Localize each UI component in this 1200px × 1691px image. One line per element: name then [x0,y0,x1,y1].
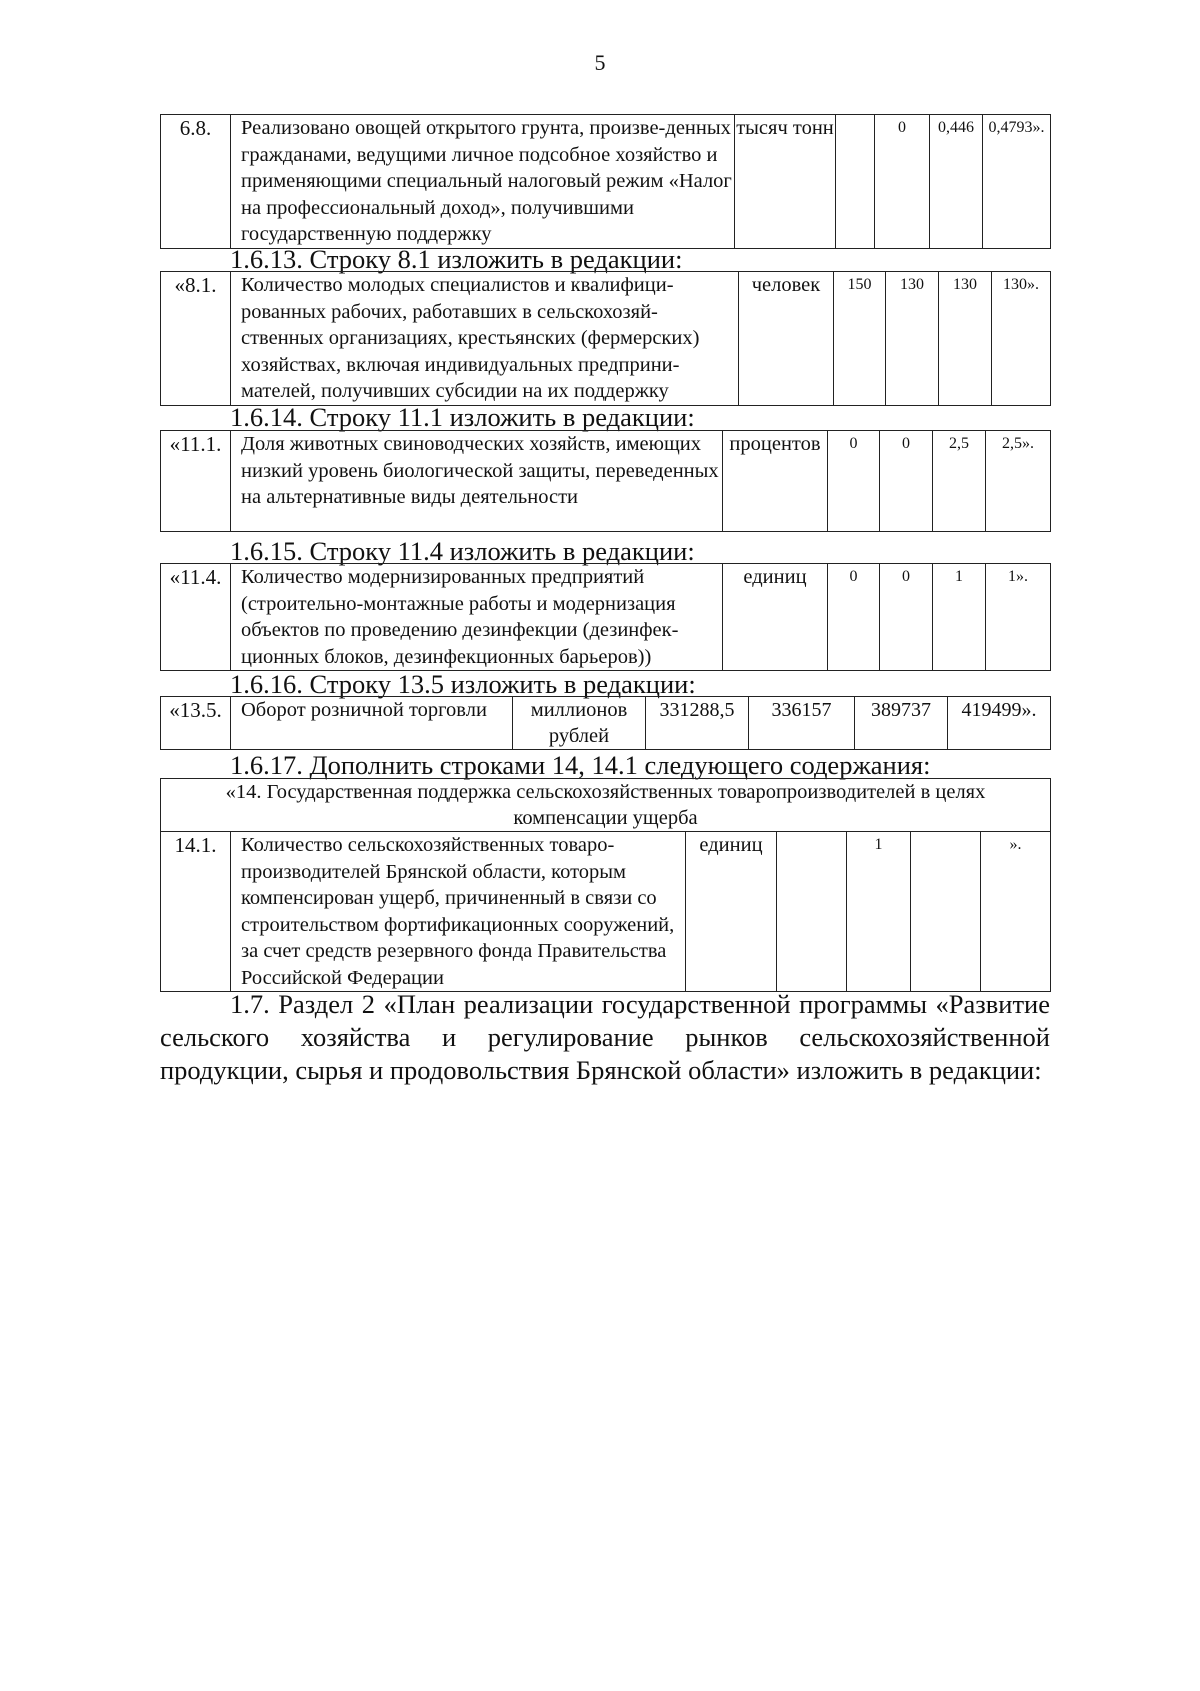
heading-1-6-17: 1.6.17. Дополнить строками 14, 14.1 следующего содержания: [230,750,931,780]
row-value [836,115,875,249]
section-14-title: «14. Государственная поддержка сельскохозяйственных товаропроизводителей в целях компенсации ущерба [161,779,1051,832]
word: и [441,1022,457,1052]
heading-1-6-13: 1.6.13. Строку 8.1 изложить в редакции: [230,244,683,274]
row-description: Оборот розничной торговли [231,697,513,750]
word: сельского [160,1022,270,1052]
row-code: «8.1. [161,272,231,406]
row-value: ». [981,832,1051,992]
table-row-11-1 [160,430,1051,532]
row-value: 0 [875,115,930,249]
row-value: 130 [939,272,992,406]
row-code: «11.4. [161,564,231,671]
paragraph-line-3: продукции, сырья и продовольствия Брянской области» изложить в редакции: [160,1055,1042,1085]
row-value: 1 [933,564,986,671]
row-value: 331288,5 [646,697,749,750]
row-unit: единиц [686,832,777,992]
row-value: 1». [986,564,1051,671]
row-value: 0,4793». [983,115,1051,249]
row-unit: единиц [723,564,828,671]
row-value [911,832,981,992]
heading-1-6-15: 1.6.15. Строку 11.4 изложить в редакции: [230,536,695,566]
row-description: Количество сельскохозяйственных товаро-производителей Брянской области, которым компенсирован ущерб, причиненный в связи со строительством фортификационных сооружений, за счет средств резервного фонда Правительства Российской Федерации [231,832,686,992]
row-value: 0 [828,431,880,532]
row-value: 130». [992,272,1051,406]
row-value: 130 [886,272,939,406]
heading-1-6-14: 1.6.14. Строку 11.1 изложить в редакции: [230,402,695,432]
heading-1-6-16: 1.6.16. Строку 13.5 изложить в редакции: [230,669,696,699]
paragraph-line-1: 1.7. Раздел 2 «План реализации государственной программы «Развитие [230,989,1050,1019]
row-value [777,832,847,992]
row-description: Количество модернизированных предприятий (строительно-монтажные работы и модернизация объектов по проведению дезинфекции (дезинфек-ционных блоков, дезинфекционных барьеров)) [231,564,723,671]
row-value: 0,446 [930,115,983,249]
row-unit: процентов [723,431,828,532]
word: сельскохозяйственной [799,1022,1050,1052]
row-value: 336157 [749,697,855,750]
row-value: 150 [834,272,886,406]
row-code: 14.1. [161,832,231,992]
page-number: 5 [594,50,606,75]
row-value: 2,5». [986,431,1051,532]
paragraph-1-7 [160,988,1050,1087]
row-value: 0 [880,431,933,532]
row-unit: тысяч тонн [735,115,836,249]
table-row-6-8 [160,114,1051,249]
row-unit: человек [739,272,834,406]
table-row-8-1 [160,271,1051,406]
row-code: «11.1. [161,431,231,532]
paragraph-line-2 [160,1021,1050,1054]
row-description: Количество молодых специалистов и квалифици-рованных рабочих, работавших в сельскохозяй-ственных организациях, крестьянских (фермерских) хозяйствах, включая индивидуальных предприни-мателей, получивших субсидии на их поддержку [231,272,739,406]
row-value: 0 [828,564,880,671]
word: хозяйства [300,1022,411,1052]
row-code: 6.8. [161,115,231,249]
row-description: Доля животных свиноводческих хозяйств, имеющих низкий уровень биологической защиты, переведенных на альтернативные виды деятельности [231,431,723,532]
row-code: «13.5. [161,697,231,750]
table-row-13-5 [160,696,1051,750]
table-row-11-4 [160,563,1051,671]
row-unit: миллионов рублей [513,697,646,750]
row-value: 0 [880,564,933,671]
table-row-14 [160,778,1051,992]
word: рынков [685,1022,768,1052]
row-value: 1 [847,832,911,992]
row-value: 2,5 [933,431,986,532]
word: регулирование [487,1022,654,1052]
row-value: 419499». [948,697,1051,750]
row-description: Реализовано овощей открытого грунта, произве-денных гражданами, ведущими личное подсобное хозяйство и применяющими специальный налоговый режим «Налог на профессиональный доход», получившими государственную поддержку [231,115,735,249]
row-value: 389737 [855,697,948,750]
